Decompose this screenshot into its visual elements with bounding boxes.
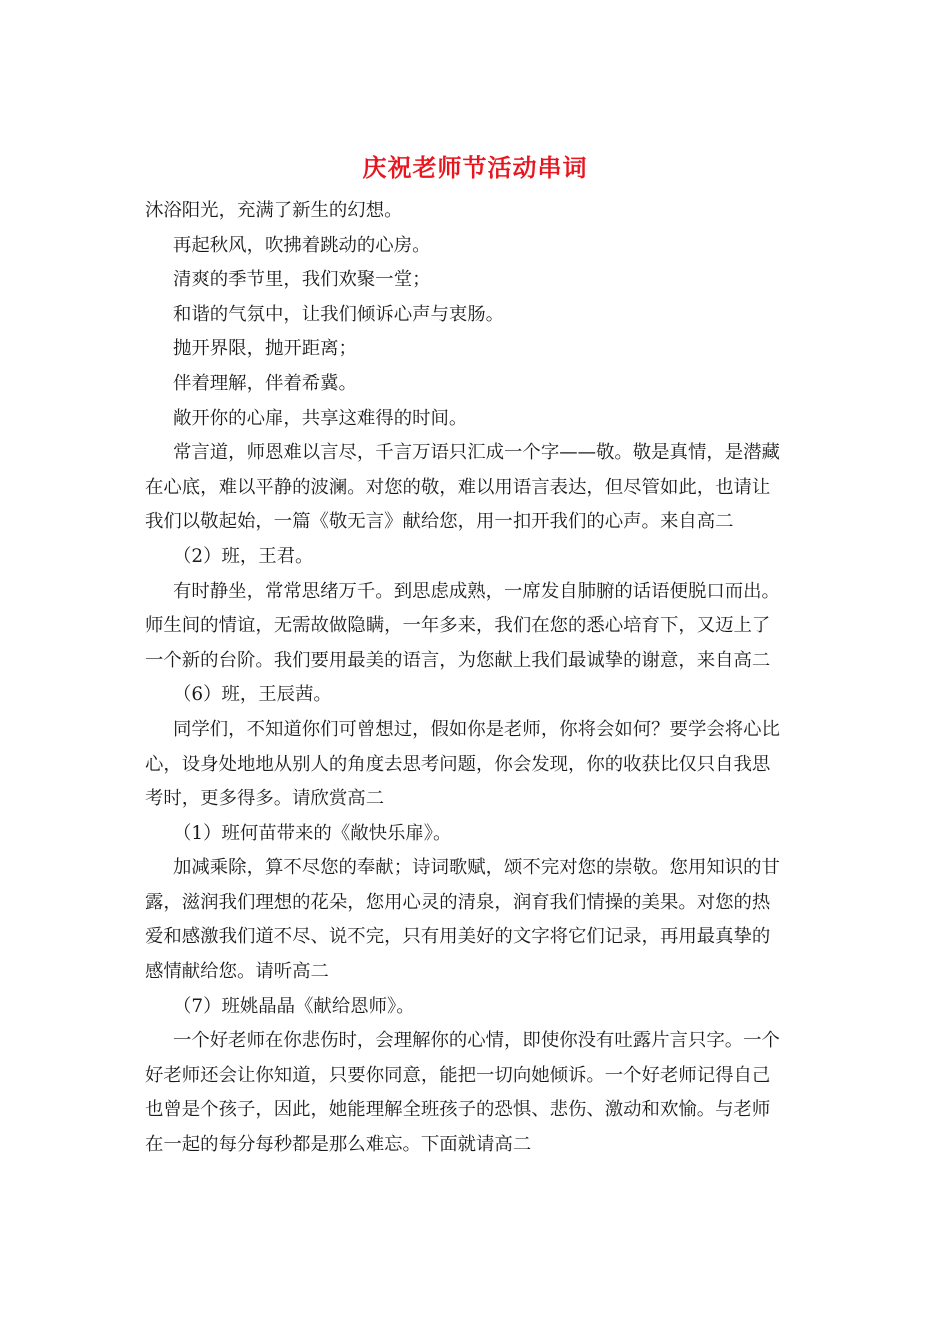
- text-line: 再起秋风，吹拂着跳动的心房。: [173, 234, 431, 256]
- text-line: （7）班姚晶晶《献给恩师》。: [173, 995, 415, 1017]
- text-line: 考时，更多得多。请欣赏高二: [145, 788, 385, 810]
- text-line: 在心底，难以平静的波澜。对您的敬，难以用语言表达，但尽管如此，也请让: [145, 476, 771, 498]
- text-line: 感情献给您。请听高二: [145, 961, 329, 983]
- text-line: 清爽的季节里，我们欢聚一堂；: [173, 269, 431, 291]
- text-line: 常言道，师恩难以言尽，千言万语只汇成一个字——敬。敬是真情，是潜藏: [173, 442, 780, 464]
- text-line: 有时静坐，常常思绪万千。到思虑成熟，一席发自肺腑的话语便脱口而出。: [173, 580, 780, 602]
- text-line: （1）班何苗带来的《敞快乐扉》。: [173, 822, 452, 844]
- text-line: 伴着理解，伴着希冀。: [173, 372, 357, 394]
- text-line: 沐浴阳光，充满了新生的幻想。: [145, 200, 403, 221]
- text-line: 露，滋润我们理想的花朵，您用心灵的清泉，润育我们情操的美果。对您的热: [145, 891, 771, 913]
- text-line: 师生间的情谊，无需故做隐瞒，一年多来，我们在您的悉心培育下，又迈上了: [145, 615, 771, 637]
- text-line: 加减乘除，算不尽您的奉献；诗词歌赋，颂不完对您的崇敬。您用知识的甘: [173, 857, 780, 879]
- text-line: 在一起的每分每秒都是那么难忘。下面就请高二: [145, 1134, 532, 1156]
- text-line: 爱和感激我们道不尽、说不完，只有用美好的文字将它们记录，再用最真挚的: [145, 926, 771, 948]
- text-line: 同学们，不知道你们可曾想过，假如你是老师，你将会如何？要学会将心比: [173, 718, 780, 740]
- text-line: （6）班，王辰茜。: [173, 684, 332, 706]
- text-line: 也曾是个孩子，因此，她能理解全班孩子的恐惧、悲伤、激动和欢愉。与老师: [145, 1099, 771, 1121]
- text-line: （2）班，王君。: [173, 545, 314, 567]
- text-line: 一个新的台阶。我们要用最美的语言，为您献上我们最诚挚的谢意，来自高二: [145, 649, 771, 671]
- document-body: [145, 194, 809, 1163]
- document-title: 庆祝老师节活动串词: [362, 153, 588, 182]
- text-line: 心，设身处地地从别人的角度去思考问题，你会发现，你的收获比仅只自我思: [145, 753, 771, 775]
- text-line: 抛开界限，抛开距离；: [173, 338, 357, 360]
- text-line: 和谐的气氛中，让我们倾诉心声与衷肠。: [173, 303, 505, 325]
- text-line: 我们以敬起始，一篇《敬无言》献给您，用一扣开我们的心声。来自高二: [145, 511, 734, 533]
- text-line: 好老师还会让你知道，只要你同意，能把一切向她倾诉。一个好老师记得自己: [145, 1064, 771, 1086]
- text-line: 敞开你的心扉，共享这难得的时间。: [173, 407, 468, 429]
- text-line: 一个好老师在你悲伤时，会理解你的心情，即使你没有吐露片言只字。一个: [173, 1030, 780, 1052]
